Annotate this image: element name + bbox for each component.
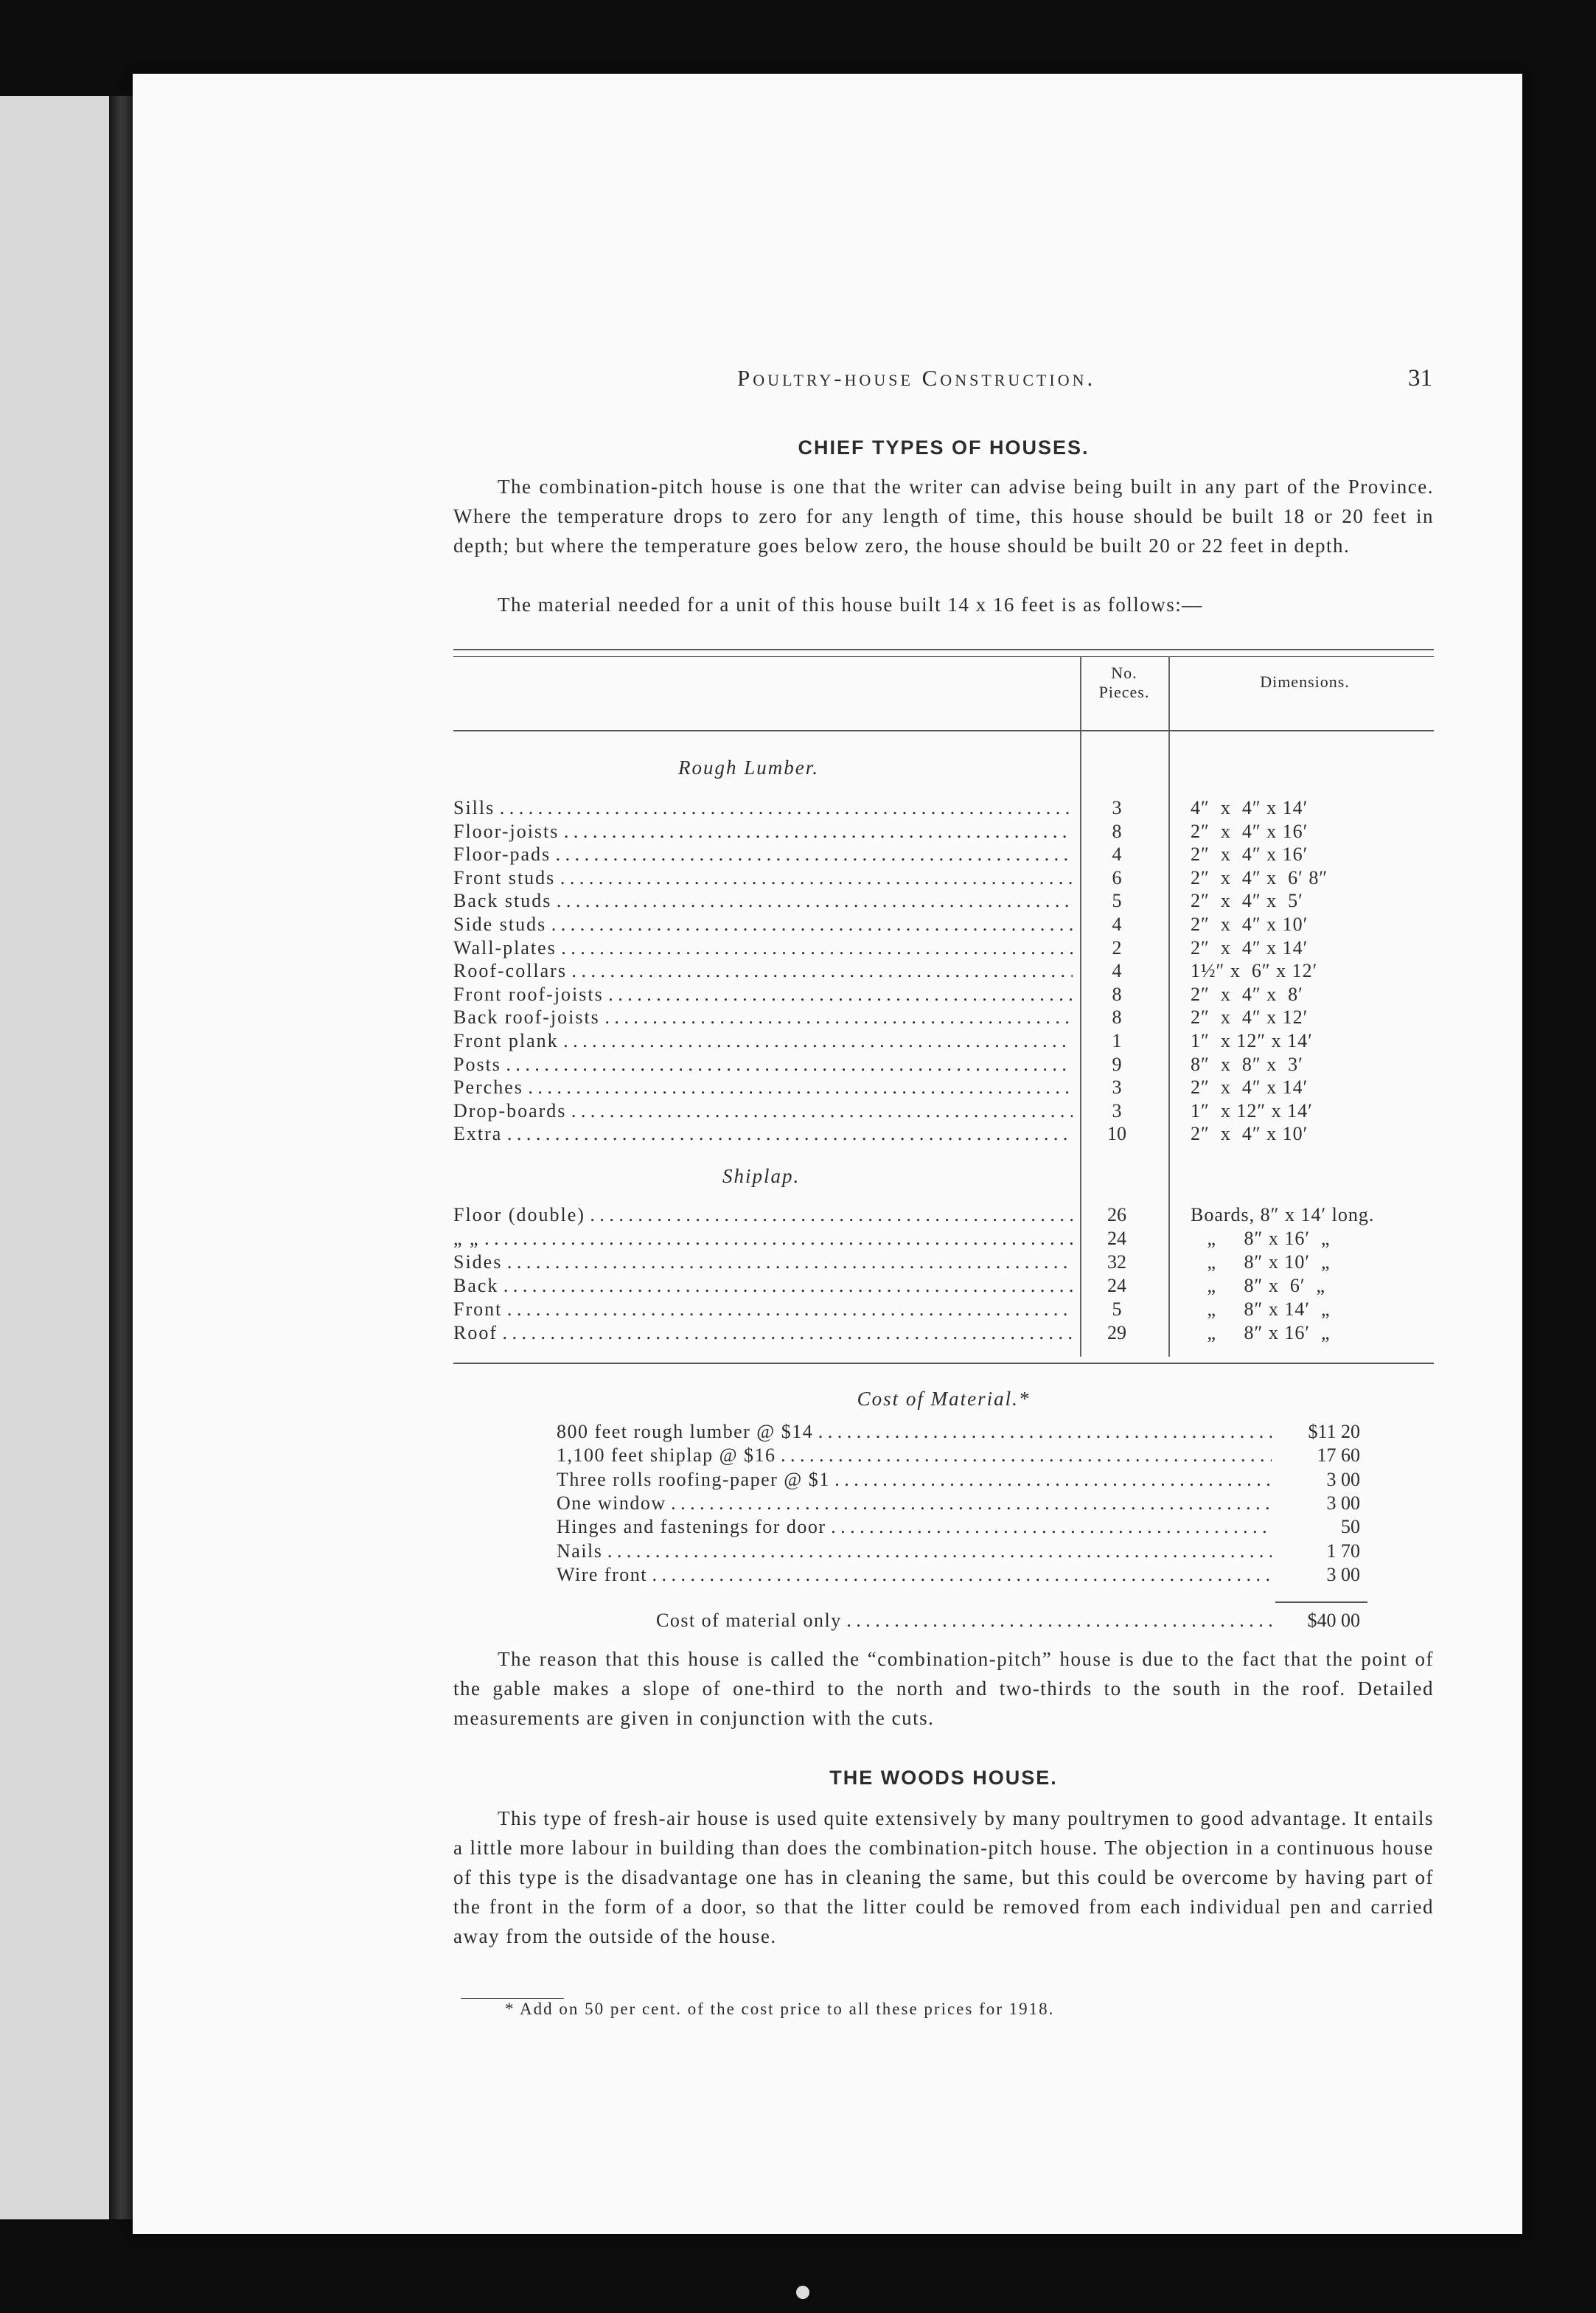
section-heading-woods-house: THE WOODS HOUSE. bbox=[829, 1767, 1058, 1789]
table-row bbox=[453, 1251, 1434, 1274]
intro-paragraph: The combination-pitch house is one that the writer can advise being built in any part of the Province. Where the temperature drops to zero for any length of time, this house should be built 18 or 20 feet in depth; but where the temperature goes below zero, the house should be built 20 or 22 feet in depth. bbox=[453, 476, 1434, 557]
table-row bbox=[453, 1227, 1434, 1251]
cost-row bbox=[557, 1563, 1367, 1587]
item-name: Sills . . . bbox=[453, 796, 1073, 820]
cost-amount: 1 70 bbox=[1326, 1540, 1360, 1562]
item-name: Front plank . . . bbox=[453, 1029, 1073, 1053]
item-dimensions: 2″ x 4″ x 10′ bbox=[1191, 914, 1308, 935]
item-pieces: 4 bbox=[1112, 844, 1122, 866]
item-name: Perches . . . bbox=[453, 1076, 1073, 1099]
cost-row bbox=[557, 1444, 1367, 1467]
material-intro: The material needed for a unit of this house built 14 x 16 feet is as follows:— bbox=[498, 594, 1203, 616]
cost-row bbox=[557, 1492, 1367, 1515]
table-row bbox=[453, 936, 1434, 960]
item-pieces: 24 bbox=[1107, 1228, 1126, 1249]
item-pieces: 3 bbox=[1112, 1099, 1122, 1121]
table-row bbox=[453, 820, 1434, 844]
table-row bbox=[453, 866, 1434, 890]
item-dimensions: 1″ x 12″ x 14′ bbox=[1191, 1030, 1313, 1051]
item-dimensions: 2″ x 4″ x 12′ bbox=[1191, 1006, 1308, 1029]
cost-total-amount: $40 00 bbox=[1307, 1610, 1360, 1631]
item-pieces: 26 bbox=[1107, 1204, 1126, 1225]
woods-house-paragraph: This type of fresh-air house is used quite extensively by many poultrymen to good advantage. It entails a little more labour in building than does the combination-pitch house. The objection in a continuous house of this type is the disadvantage one has in cleaning the same, but this could be overcome by having part of the front in the form of a door, so that the litter could be removed from each individual pen and carried away from the outside of the house. bbox=[453, 1807, 1434, 1947]
cost-row bbox=[557, 1420, 1367, 1444]
item-name: Back studs . . . bbox=[453, 889, 1073, 913]
table-top-rule-inner bbox=[453, 656, 1434, 657]
table-row bbox=[453, 983, 1434, 1006]
header-no-pieces: No. Pieces. bbox=[1098, 664, 1150, 701]
cost-amount: 50 bbox=[1341, 1516, 1360, 1538]
item-pieces: 8 bbox=[1112, 983, 1122, 1005]
item-name: Side studs . . . bbox=[453, 913, 1073, 936]
cost-row bbox=[557, 1515, 1367, 1539]
cost-item: 800 feet rough lumber @ $14 . . . bbox=[557, 1420, 1272, 1444]
item-pieces: 8 bbox=[1112, 1006, 1122, 1029]
item-name: Sides . . . bbox=[453, 1251, 1073, 1274]
cost-amount: 3 00 bbox=[1326, 1563, 1360, 1585]
cost-amount: 3 00 bbox=[1326, 1468, 1360, 1490]
item-pieces: 6 bbox=[1112, 866, 1122, 888]
table-row bbox=[453, 1298, 1434, 1321]
section-heading-chief-types: CHIEF TYPES OF HOUSES. bbox=[798, 436, 1090, 459]
cost-total-row bbox=[656, 1609, 1367, 1632]
item-pieces: 29 bbox=[1107, 1322, 1126, 1343]
footnote: * Add on 50 per cent. of the cost price to all these prices for 1918. bbox=[505, 2000, 1055, 2018]
table-row bbox=[453, 1099, 1434, 1123]
item-pieces: 4 bbox=[1112, 914, 1122, 935]
item-pieces: 1 bbox=[1112, 1030, 1122, 1051]
item-pieces: 9 bbox=[1112, 1053, 1122, 1075]
book-page bbox=[133, 74, 1522, 2234]
item-dimensions: „ 8″ x 14′ „ bbox=[1191, 1298, 1331, 1320]
item-name: Roof . . . bbox=[453, 1321, 1073, 1345]
table-row bbox=[453, 1006, 1434, 1029]
dust-speck bbox=[796, 2286, 809, 2299]
item-name: Wall-plates . . . bbox=[453, 936, 1073, 960]
item-dimensions: 2″ x 4″ x 14′ bbox=[1191, 1076, 1308, 1099]
rough-lumber-label: Rough Lumber. bbox=[678, 756, 820, 779]
item-pieces: 24 bbox=[1107, 1275, 1126, 1296]
footnote-rule bbox=[461, 1998, 564, 1999]
materials-table bbox=[453, 649, 1434, 1371]
table-top-rule bbox=[453, 649, 1434, 650]
combination-pitch-paragraph: The reason that this house is called the “combination-pitch” house is due to the fact that the point of the gable makes a slope of one-third to the north and two-thirds to the south in the roof. Detailed measurements are given in conjunction with the cuts. bbox=[453, 1648, 1434, 1729]
item-dimensions: 1½″ x 6″ x 12′ bbox=[1191, 960, 1318, 982]
item-dimensions: 8″ x 8″ x 3′ bbox=[1191, 1053, 1303, 1075]
item-dimensions: 2″ x 4″ x 5′ bbox=[1191, 890, 1303, 912]
item-pieces: 5 bbox=[1112, 890, 1122, 912]
item-pieces: 3 bbox=[1112, 797, 1122, 818]
cost-item: Wire front . . . bbox=[557, 1563, 1272, 1587]
cost-item: One window . . . bbox=[557, 1492, 1272, 1515]
item-dimensions: 2″ x 4″ x 14′ bbox=[1191, 936, 1308, 959]
item-pieces: 2 bbox=[1112, 936, 1122, 959]
item-name: Roof-collars . . . bbox=[453, 959, 1073, 983]
item-dimensions: 4″ x 4″ x 14′ bbox=[1191, 797, 1308, 818]
facing-page-edge bbox=[0, 96, 114, 2219]
cost-item: Nails . . . bbox=[557, 1540, 1272, 1563]
running-title: Poultry-house Construction. bbox=[737, 365, 1096, 391]
table-row bbox=[453, 959, 1434, 983]
item-pieces: 4 bbox=[1112, 960, 1122, 982]
item-pieces: 10 bbox=[1107, 1123, 1126, 1145]
cost-amount: 3 00 bbox=[1326, 1492, 1360, 1514]
cost-amount: $11 20 bbox=[1308, 1421, 1360, 1442]
cost-item: Hinges and fastenings for door . . . bbox=[557, 1515, 1272, 1539]
item-name: Front roof-joists . . . bbox=[453, 983, 1073, 1006]
item-pieces: 5 bbox=[1112, 1298, 1122, 1320]
table-row bbox=[453, 843, 1434, 866]
item-dimensions: „ 8″ x 16′ „ bbox=[1191, 1228, 1331, 1249]
table-row bbox=[453, 1053, 1434, 1076]
running-head bbox=[453, 365, 1434, 394]
item-name: Front . . . bbox=[453, 1298, 1073, 1321]
item-pieces: 8 bbox=[1112, 820, 1122, 842]
item-dimensions: „ 8″ x 16′ „ bbox=[1191, 1322, 1331, 1343]
table-row bbox=[453, 1122, 1434, 1146]
cost-row bbox=[557, 1468, 1367, 1492]
table-row bbox=[453, 1029, 1434, 1053]
item-dimensions: 2″ x 4″ x 6′ 8″ bbox=[1191, 866, 1328, 888]
table-row bbox=[453, 796, 1434, 820]
item-name: Posts . . . bbox=[453, 1053, 1073, 1076]
cost-total-label: Cost of material only . . . bbox=[656, 1609, 1272, 1632]
cost-row bbox=[557, 1540, 1367, 1563]
item-dimensions: 2″ x 4″ x 8′ bbox=[1191, 983, 1303, 1005]
table-row bbox=[453, 1274, 1434, 1298]
item-name: Drop-boards . . . bbox=[453, 1099, 1073, 1123]
item-pieces: 3 bbox=[1112, 1076, 1122, 1099]
cost-heading: Cost of Material.* bbox=[857, 1388, 1031, 1410]
cost-amount: 17 60 bbox=[1317, 1444, 1360, 1467]
item-dimensions: 2″ x 4″ x 10′ bbox=[1191, 1123, 1308, 1145]
header-rule bbox=[453, 730, 1434, 731]
item-name: Floor-pads . . . bbox=[453, 843, 1073, 866]
item-dimensions: „ 8″ x 10′ „ bbox=[1191, 1251, 1331, 1273]
item-name: Front studs . . . bbox=[453, 866, 1073, 890]
item-name: Extra . . . bbox=[453, 1122, 1073, 1146]
page-number: 31 bbox=[1408, 365, 1432, 392]
header-dimensions: Dimensions. bbox=[1260, 672, 1350, 691]
table-row bbox=[453, 1203, 1434, 1227]
item-name: Back . . . bbox=[453, 1274, 1073, 1298]
table-row bbox=[453, 913, 1434, 936]
table-row bbox=[453, 1321, 1434, 1345]
item-dimensions: 1″ x 12″ x 14′ bbox=[1191, 1099, 1313, 1121]
cost-item: 1,100 feet shiplap @ $16 . . . bbox=[557, 1444, 1272, 1467]
shiplap-label: Shiplap. bbox=[722, 1165, 801, 1187]
item-name: Floor (double) . . . bbox=[453, 1203, 1073, 1227]
table-row bbox=[453, 889, 1434, 913]
table-bottom-rule bbox=[453, 1363, 1434, 1364]
item-name: Back roof-joists . . . bbox=[453, 1006, 1073, 1029]
item-pieces: 32 bbox=[1107, 1251, 1126, 1273]
item-dimensions: 2″ x 4″ x 16′ bbox=[1191, 844, 1308, 866]
table-row bbox=[453, 1076, 1434, 1099]
item-dimensions: Boards, 8″ x 14′ long. bbox=[1191, 1204, 1375, 1225]
item-dimensions: 2″ x 4″ x 16′ bbox=[1191, 820, 1308, 842]
item-name: „ „ . . . bbox=[453, 1227, 1073, 1251]
cost-item: Three rolls roofing-paper @ $1 . . . bbox=[557, 1468, 1272, 1492]
item-dimensions: „ 8″ x 6′ „ bbox=[1191, 1275, 1326, 1296]
cost-sum-rule bbox=[1275, 1601, 1367, 1603]
item-name: Floor-joists . . . bbox=[453, 820, 1073, 844]
